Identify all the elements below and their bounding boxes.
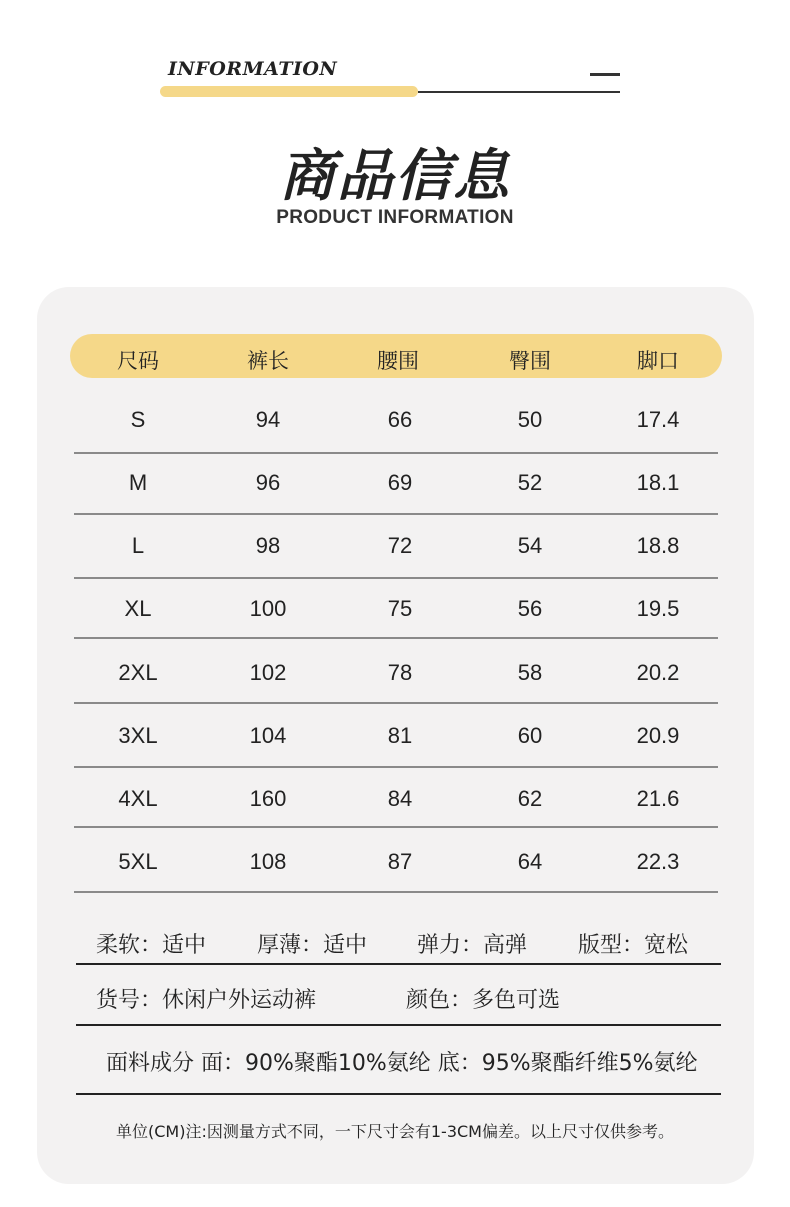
header-length: 裤长	[247, 349, 289, 373]
spec-divider	[76, 1093, 721, 1095]
table-cell: 54	[517, 533, 543, 558]
table-cell: 81	[387, 723, 413, 748]
table-cell: 19.5	[636, 596, 680, 621]
table-cell: S	[130, 407, 146, 432]
row-divider	[74, 452, 718, 454]
spec-item-no: 货号：休闲户外运动裤	[96, 988, 317, 1013]
table-cell: 66	[387, 407, 413, 432]
table-cell: 3XL	[118, 723, 158, 748]
page-subtitle: PRODUCT INFORMATION	[276, 207, 514, 228]
table-cell: L	[131, 533, 145, 558]
information-label: INFORMATION	[168, 58, 338, 80]
table-cell: 69	[387, 470, 413, 495]
table-cell: 22.3	[636, 849, 680, 874]
table-cell: 50	[517, 407, 543, 432]
page-title: 商品信息	[279, 144, 511, 209]
table-cell: 20.2	[636, 660, 680, 685]
row-divider	[74, 702, 718, 704]
spec-softness: 柔软：适中	[96, 933, 207, 958]
information-line	[418, 91, 620, 93]
table-cell: 58	[517, 660, 543, 685]
table-cell: 160	[249, 786, 287, 811]
table-cell: 84	[387, 786, 413, 811]
table-cell: 100	[249, 596, 287, 621]
table-cell: XL	[124, 596, 152, 621]
table-cell: 87	[387, 849, 413, 874]
table-cell: 17.4	[636, 407, 680, 432]
row-divider	[74, 826, 718, 828]
row-divider	[74, 891, 718, 893]
table-cell: M	[128, 470, 148, 495]
table-cell: 60	[517, 723, 543, 748]
information-accent-bar	[160, 86, 418, 97]
spec-fit: 版型：宽松	[578, 933, 689, 958]
spec-thickness: 厚薄：适中	[257, 933, 368, 958]
information-dash	[590, 73, 620, 76]
row-divider	[74, 637, 718, 639]
table-cell: 94	[255, 407, 281, 432]
header-waist: 腰围	[377, 349, 419, 373]
row-divider	[74, 513, 718, 515]
table-cell: 96	[255, 470, 281, 495]
table-cell: 64	[517, 849, 543, 874]
spec-divider	[76, 1024, 721, 1026]
table-cell: 4XL	[118, 786, 158, 811]
table-cell: 21.6	[636, 786, 680, 811]
table-cell: 102	[249, 660, 287, 685]
table-cell: 56	[517, 596, 543, 621]
spec-elasticity: 弹力：高弹	[417, 933, 528, 958]
table-cell: 20.9	[636, 723, 680, 748]
table-cell: 18.8	[636, 533, 680, 558]
table-cell: 62	[517, 786, 543, 811]
spec-divider	[76, 963, 721, 965]
measurement-note: 单位(CM)注:因测量方式不同，一下尺寸会有1-3CM偏差。以上尺寸仅供参考。	[116, 1122, 674, 1141]
table-cell: 78	[387, 660, 413, 685]
table-cell: 75	[387, 596, 413, 621]
table-cell: 2XL	[118, 660, 158, 685]
table-cell: 108	[249, 849, 287, 874]
header-size: 尺码	[117, 349, 159, 373]
table-cell: 98	[255, 533, 281, 558]
header-leg-opening: 脚口	[637, 349, 679, 373]
spec-color: 颜色：多色可选	[406, 988, 561, 1013]
row-divider	[74, 577, 718, 579]
table-cell: 18.1	[636, 470, 680, 495]
row-divider	[74, 766, 718, 768]
table-cell: 5XL	[118, 849, 158, 874]
table-cell: 72	[387, 533, 413, 558]
table-cell: 104	[249, 723, 287, 748]
spec-fabric: 面料成分 面：90%聚酯10%氨纶 底：95%聚酯纤维5%氨纶	[106, 1051, 698, 1076]
table-cell: 52	[517, 470, 543, 495]
header-hip: 臀围	[509, 349, 551, 373]
